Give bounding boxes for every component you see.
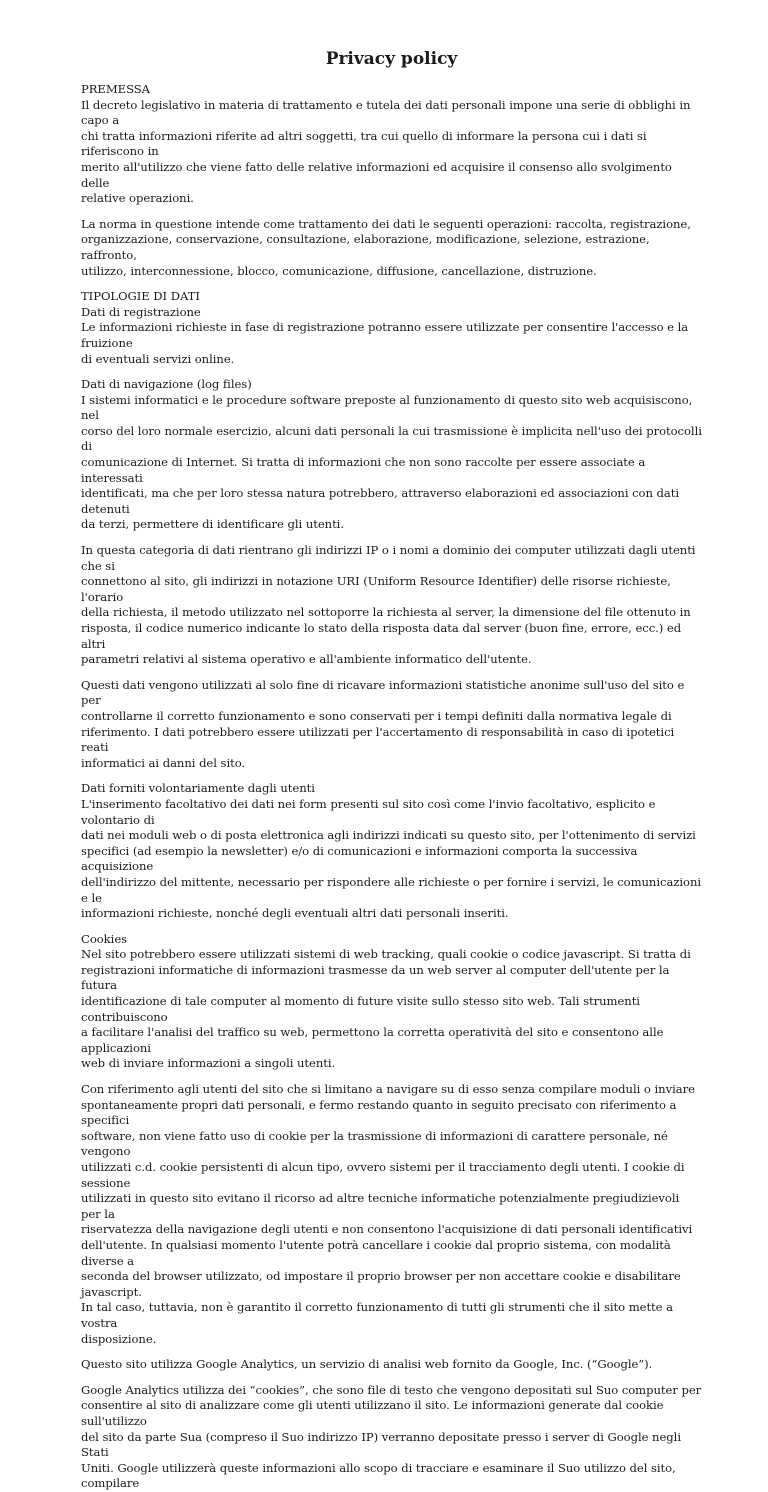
text-line: web di inviare informazioni a singoli utenti. <box>81 1056 336 1071</box>
text-line: della richiesta, il metodo utilizzato nel sottoporre la richiesta al server, la dimensione del file ottenuto in <box>81 605 691 620</box>
text-line: comunicazione di Internet. Si tratta di informazioni che non sono raccolte per essere associate a interessati <box>81 455 646 485</box>
text-line: Questi dati vengono utilizzati al solo fine di ricavare informazioni statistiche anonime sull'uso del sito e per <box>81 677 685 708</box>
paragraph <box>81 82 702 207</box>
text-line: disposizione. <box>81 1331 157 1346</box>
text-line: risposta, il codice numerico indicante lo stato della risposta data dal server (buon fine, errore, ecc.) ed altri <box>81 621 682 651</box>
text-line: Dati di navigazione (log files) <box>81 377 252 392</box>
text-line: riferimento. I dati potrebbero essere utilizzati per l'accertamento di responsabilità in caso di ipotetici reati <box>81 724 675 755</box>
text-line: seconda del browser utilizzato, od impostare il proprio browser per non accettare cookie e disabilitare javascript. <box>81 1269 681 1299</box>
text-line: Le informazioni richieste in fase di registrazione potranno essere utilizzate per consentire l'accesso e la fruizione <box>81 320 689 350</box>
text-line: I sistemi informatici e le procedure software preposte al funzionamento di questo sito web acquisiscono, nel <box>81 392 693 423</box>
text-line: Il decreto legislativo in materia di trattamento e tutela dei dati personali impone una serie di obblighi in capo a <box>81 97 691 128</box>
text-line: merito all'utilizzo che viene fatto delle relative informazioni ed acquisire il consenso allo svolgimento delle <box>81 159 672 190</box>
text-line: Cookies <box>81 931 128 946</box>
text-line: In questa categoria di dati rientrano gli indirizzi IP o i nomi a dominio dei computer utilizzati dagli utenti che si <box>81 543 696 573</box>
page-title: Privacy policy <box>325 49 458 69</box>
text-line: informatici ai danni del sito. <box>81 755 246 770</box>
paragraph <box>81 932 702 1072</box>
paragraph <box>81 217 702 279</box>
text-line: In tal caso, tuttavia, non è garantito il corretto funzionamento di tutti gli strumenti che il sito mette a vostra <box>81 1300 673 1330</box>
text-line: relative operazioni. <box>81 191 194 206</box>
text-line: Uniti. Google utilizzerà queste informazioni allo scopo di tracciare e esaminare il Suo utilizzo del sito, compilare <box>81 1460 676 1491</box>
text-line: Nel sito potrebbero essere utilizzati sistemi di web tracking, quali cookie o codice javascript. Si tratta di <box>81 947 691 962</box>
text-line: Questo sito utilizza Google Analytics, un servizio di analisi web fornito da Google, Inc. (“Google”). <box>81 1357 653 1372</box>
text-line: Dati forniti volontariamente dagli utenti <box>81 781 315 796</box>
text-line: da terzi, permettere di identificare gli utenti. <box>81 517 344 532</box>
text-line: utilizzati c.d. cookie persistenti di alcun tipo, ovvero sistemi per il tracciamento degli utenti. I cookie di sessione <box>81 1160 685 1190</box>
paragraph <box>81 1357 702 1373</box>
text-line: La norma in questione intende come trattamento dei dati le seguenti operazioni: raccolta, registrazione, <box>81 216 691 231</box>
text-line: registrazioni informatiche di informazioni trasmesse da un web server al computer dell'utente per la futura <box>81 962 670 993</box>
paragraph <box>81 781 702 921</box>
text-line: specifici (ad esempio la newsletter) e/o di comunicazioni e informazioni comporta la successiva acquisizione <box>81 843 638 874</box>
paragraph <box>81 1383 702 1492</box>
text-line: consentire al sito di analizzare come gli utenti utilizzano il sito. Le informazioni generate dal cookie sull'utilizzo <box>81 1398 664 1428</box>
text-line: parametri relativi al sistema operativo e all'ambiente informatico dell'utente. <box>81 652 532 667</box>
text-line: Google Analytics utilizza dei “cookies”, che sono file di testo che vengono depositati sul Suo computer per <box>81 1382 702 1397</box>
text-line: utilizzati in questo sito evitano il ricorso ad altre tecniche informatiche potenzialmente pregiudizievoli per la <box>81 1191 680 1221</box>
paragraph <box>81 289 702 367</box>
text-line: dell'indirizzo del mittente, necessario per rispondere alle richieste o per fornire i servizi, le comunicazioni e le <box>81 874 702 905</box>
text-line: software, non viene fatto uso di cookie per la trasmissione di informazioni di carattere personale, né vengono <box>81 1128 668 1159</box>
text-line: PREMESSA <box>81 82 150 96</box>
text-line: Con riferimento agli utenti del sito che si limitano a navigare su di esso senza compilare moduli o inviare <box>81 1082 695 1097</box>
text-line: TIPOLOGIE DI DATI <box>81 289 200 304</box>
text-line: utilizzo, interconnessione, blocco, comunicazione, diffusione, cancellazione, distruzione. <box>81 263 597 278</box>
text-line: controllarne il corretto funzionamento e sono conservati per i tempi definiti dalla normativa legale di <box>81 708 672 723</box>
text-line: organizzazione, conservazione, consultazione, elaborazione, modificazione, selezione, estrazione, raffronto, <box>81 232 650 262</box>
text-line: corso del loro normale esercizio, alcuni dati personali la cui trasmissione è implicita nell'uso dei protocolli di <box>81 423 702 454</box>
text-line: connettono al sito, gli indirizzi in notazione URI (Uniform Resource Identifier) delle risorse richieste, l'orario <box>81 574 671 604</box>
paragraph <box>81 1082 702 1347</box>
text-line: informazioni richieste, nonché degli eventuali altri dati personali inseriti. <box>81 906 509 921</box>
text-line: dell'utente. In qualsiasi momento l'utente potrà cancellare i cookie dal proprio sistema, con modalità diverse a <box>81 1237 671 1268</box>
text-line: chi tratta informazioni riferite ad altri soggetti, tra cui quello di informare la persona cui i dati si riferiscono in <box>81 128 647 159</box>
paragraph <box>81 543 702 668</box>
text-line: riservatezza della navigazione degli utenti e non consentono l'acquisizione di dati personali identificativi <box>81 1222 693 1237</box>
document-body <box>81 82 702 1492</box>
text-line: identificazione di tale computer al momento di future visite sullo stesso sito web. Tali strumenti contribuiscono <box>81 994 640 1024</box>
text-line: a facilitare l'analisi del traffico su web, permettono la corretta operatività del sito e consentono alle applicazioni <box>81 1025 664 1055</box>
paragraph <box>81 377 702 533</box>
text-line: identificati, ma che per loro stessa natura potrebbero, attraverso elaborazioni ed associazioni con dati detenuti <box>81 486 680 516</box>
paragraph <box>81 678 702 772</box>
text-line: Dati di registrazione <box>81 304 201 319</box>
text-line: spontaneamente propri dati personali, e fermo restando quanto in seguito precisato con riferimento a specifici <box>81 1097 677 1128</box>
text-line: L'inserimento facoltativo dei dati nei form presenti sul sito così come l'invio facoltativo, esplicito e volontario di <box>81 796 656 827</box>
text-line: del sito da parte Sua (compreso il Suo indirizzo IP) verranno depositate presso i server di Google negli Stati <box>81 1429 681 1460</box>
text-line: dati nei moduli web o di posta elettronica agli indirizzi indicati su questo sito, per l'ottenimento di servizi <box>81 828 696 843</box>
text-line: di eventuali servizi online. <box>81 351 235 366</box>
